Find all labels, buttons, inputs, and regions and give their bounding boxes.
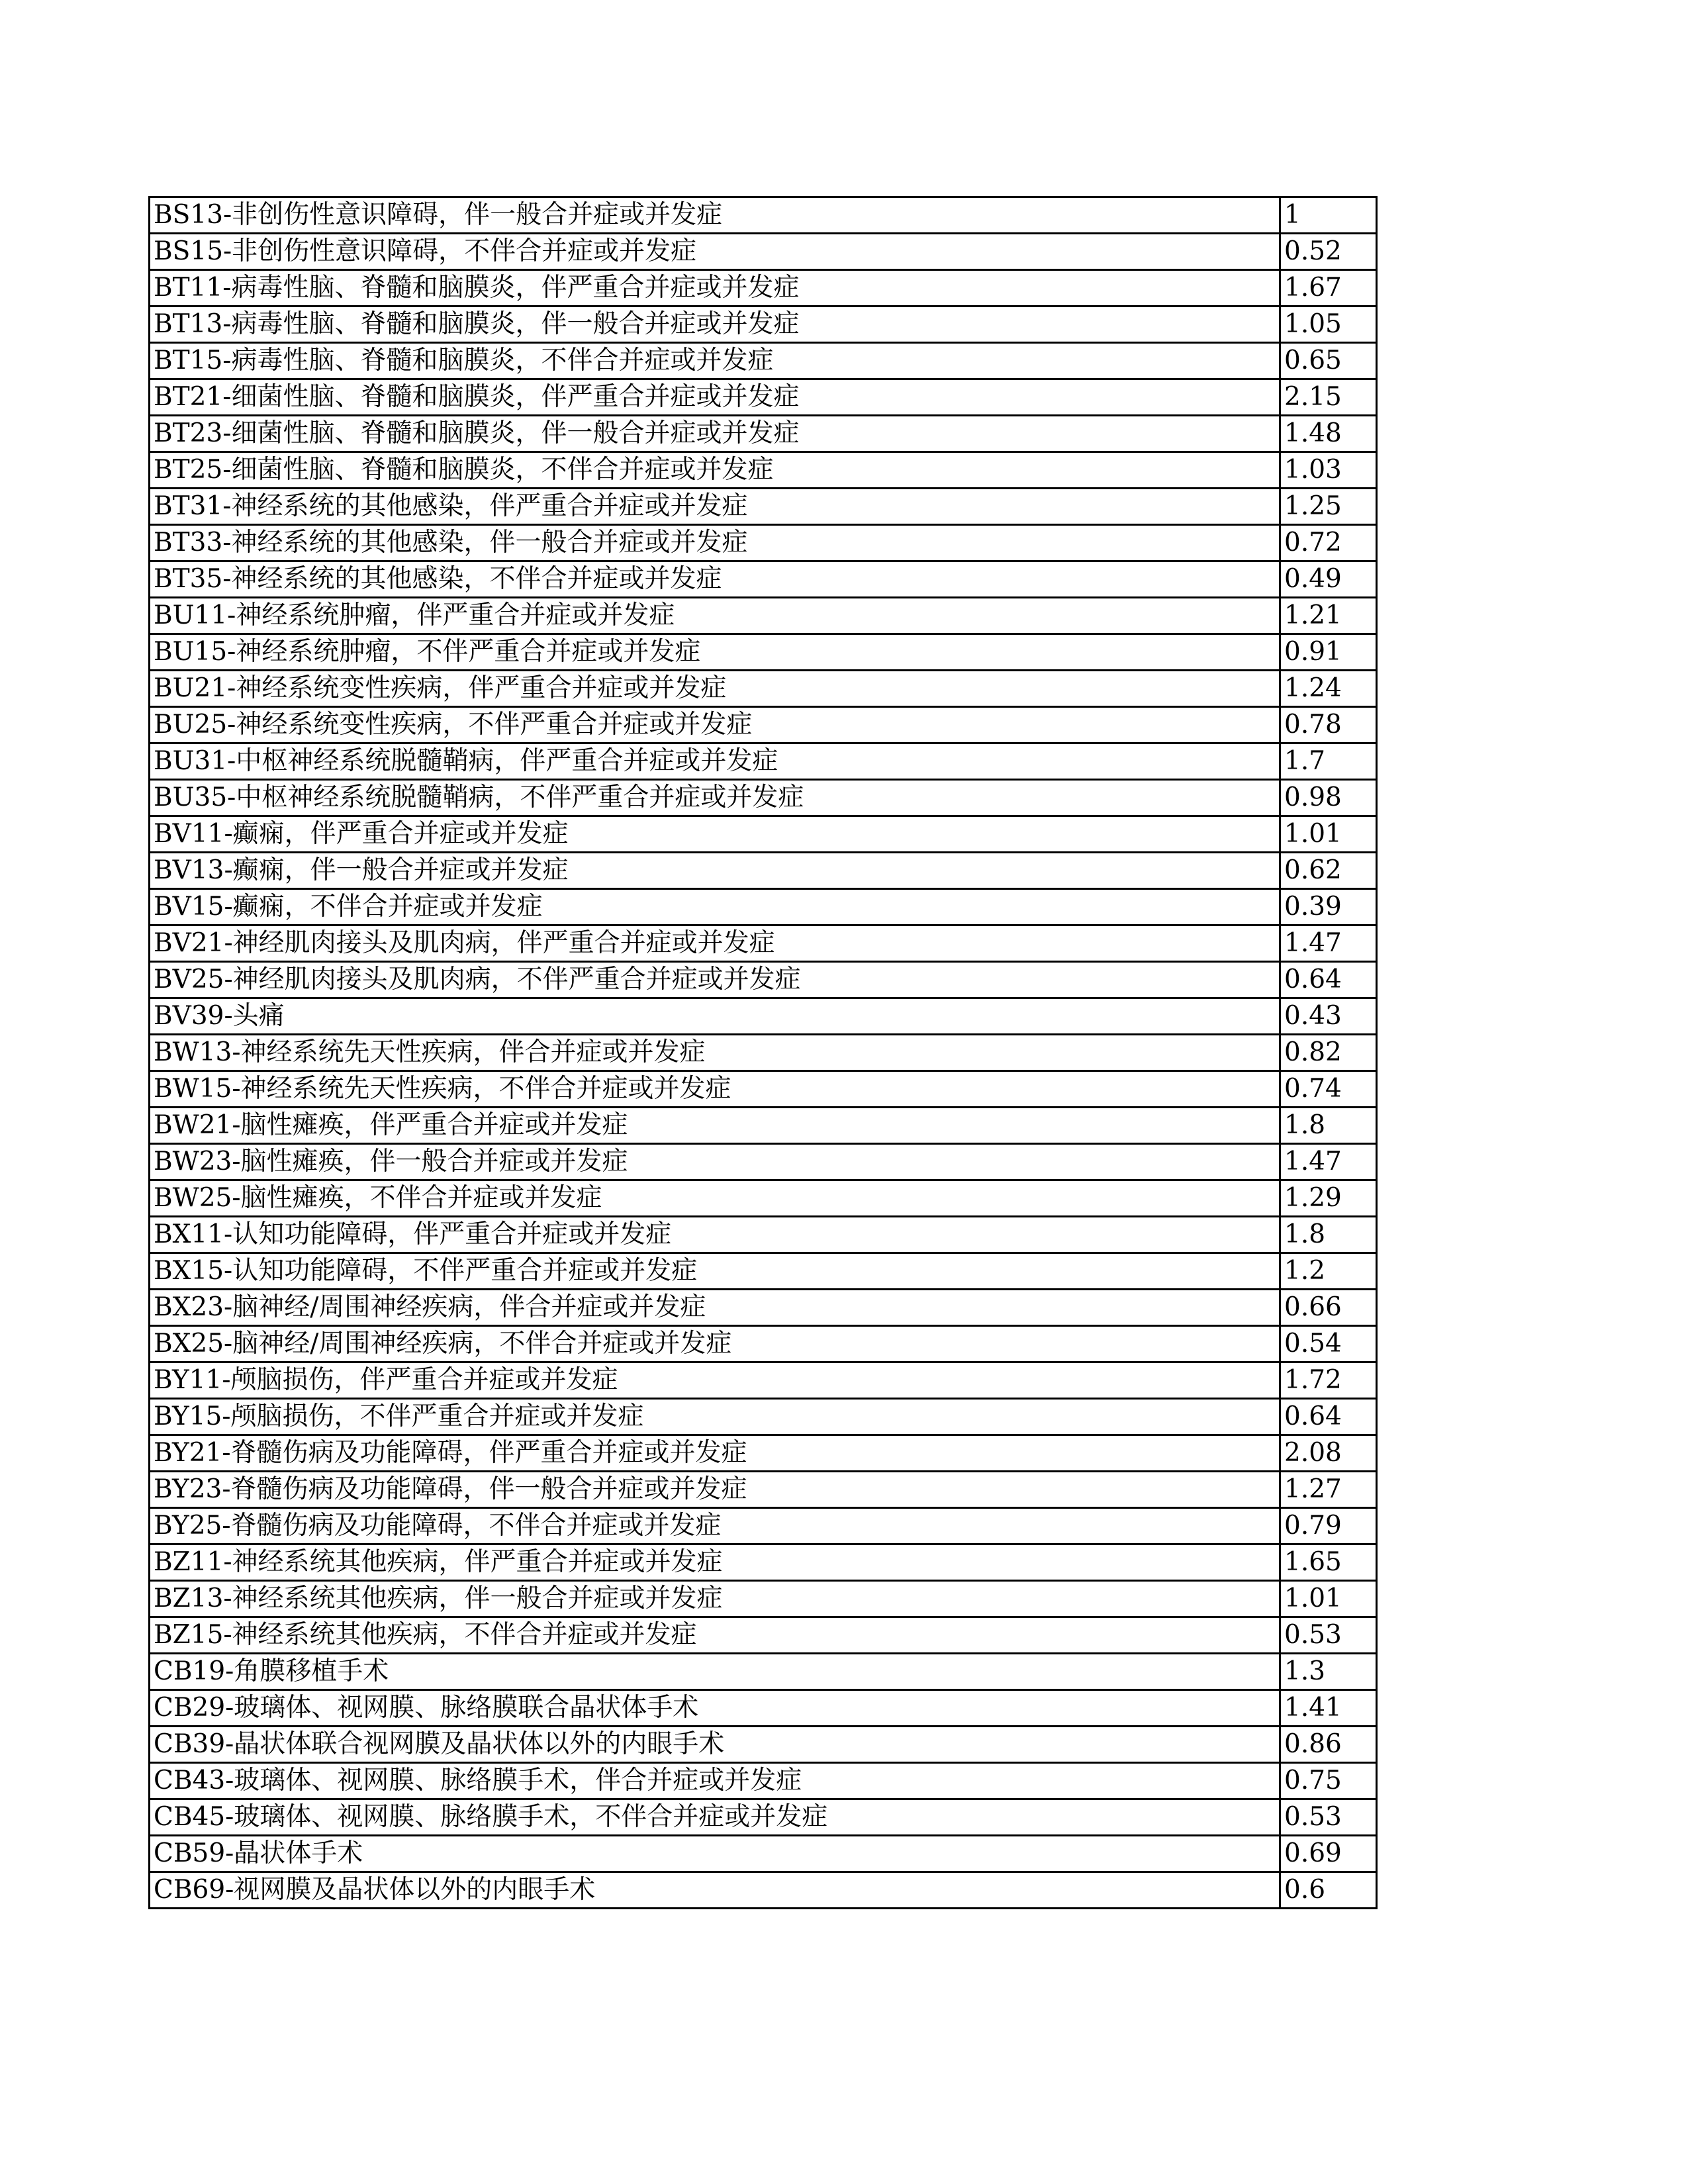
table-row (150, 598, 1377, 634)
table-row (150, 379, 1377, 416)
weight-value-cell: 0.72 (1280, 525, 1377, 561)
drg-name-cell: BU31-中枢神经系统脱髓鞘病，伴严重合并症或并发症 (150, 743, 1280, 780)
drg-name-cell: BU35-中枢神经系统脱髓鞘病，不伴严重合并症或并发症 (150, 780, 1280, 816)
weight-value-cell: 1.7 (1280, 743, 1377, 780)
table-row (150, 416, 1377, 452)
weight-value-cell: 0.54 (1280, 1326, 1377, 1362)
table-row (150, 1290, 1377, 1326)
weight-value-cell: 1.25 (1280, 489, 1377, 525)
table-row (150, 1690, 1377, 1727)
weight-value-cell: 2.08 (1280, 1435, 1377, 1472)
drg-name-cell: BT13-病毒性脑、脊髓和脑膜炎，伴一般合并症或并发症 (150, 307, 1280, 343)
table-row (150, 926, 1377, 962)
table-row (150, 307, 1377, 343)
weight-value-cell: 1.03 (1280, 452, 1377, 489)
drg-name-cell: BY15-颅脑损伤，不伴严重合并症或并发症 (150, 1399, 1280, 1435)
table-row (150, 1472, 1377, 1508)
drg-name-cell: BU21-神经系统变性疾病，伴严重合并症或并发症 (150, 671, 1280, 707)
weight-value-cell: 0.86 (1280, 1727, 1377, 1763)
table-row (150, 343, 1377, 379)
weight-value-cell: 1.01 (1280, 1581, 1377, 1617)
weight-value-cell: 1.24 (1280, 671, 1377, 707)
weight-value-cell: 0.53 (1280, 1617, 1377, 1654)
weight-value-cell: 0.75 (1280, 1763, 1377, 1799)
weight-value-cell: 0.43 (1280, 998, 1377, 1035)
weight-value-cell: 0.91 (1280, 634, 1377, 671)
drg-name-cell: BZ11-神经系统其他疾病，伴严重合并症或并发症 (150, 1544, 1280, 1581)
table-row (150, 816, 1377, 853)
drg-name-cell: BT15-病毒性脑、脊髓和脑膜炎，不伴合并症或并发症 (150, 343, 1280, 379)
weight-value-cell: 1.47 (1280, 1144, 1377, 1180)
weight-value-cell: 1.2 (1280, 1253, 1377, 1290)
table-row (150, 1836, 1377, 1872)
drg-name-cell: BS13-非创伤性意识障碍，伴一般合并症或并发症 (150, 197, 1280, 234)
drg-name-cell: CB69-视网膜及晶状体以外的内眼手术 (150, 1872, 1280, 1909)
drg-name-cell: BU11-神经系统肿瘤，伴严重合并症或并发症 (150, 598, 1280, 634)
table-row (150, 1872, 1377, 1909)
drg-name-cell: BW21-脑性瘫痪，伴严重合并症或并发症 (150, 1108, 1280, 1144)
weight-value-cell: 1.47 (1280, 926, 1377, 962)
weight-value-cell: 1.8 (1280, 1108, 1377, 1144)
weight-value-cell: 0.6 (1280, 1872, 1377, 1909)
table-row (150, 1108, 1377, 1144)
drg-name-cell: BW13-神经系统先天性疾病，伴合并症或并发症 (150, 1035, 1280, 1071)
table-row (150, 1654, 1377, 1690)
weight-value-cell: 1.29 (1280, 1180, 1377, 1217)
table-row (150, 561, 1377, 598)
weight-value-cell: 1.21 (1280, 598, 1377, 634)
drg-name-cell: BU25-神经系统变性疾病，不伴严重合并症或并发症 (150, 707, 1280, 743)
drg-name-cell: BW25-脑性瘫痪，不伴合并症或并发症 (150, 1180, 1280, 1217)
drg-name-cell: BT25-细菌性脑、脊髓和脑膜炎，不伴合并症或并发症 (150, 452, 1280, 489)
weight-value-cell: 1.01 (1280, 816, 1377, 853)
table-row (150, 889, 1377, 926)
table-row (150, 270, 1377, 307)
table-row (150, 853, 1377, 889)
table-row (150, 197, 1377, 234)
drg-weight-table (148, 196, 1378, 1909)
table-row (150, 634, 1377, 671)
drg-name-cell: CB19-角膜移植手术 (150, 1654, 1280, 1690)
weight-value-cell: 1.05 (1280, 307, 1377, 343)
drg-name-cell: BT35-神经系统的其他感染，不伴合并症或并发症 (150, 561, 1280, 598)
drg-name-cell: BT23-细菌性脑、脊髓和脑膜炎，伴一般合并症或并发症 (150, 416, 1280, 452)
table-row (150, 1799, 1377, 1836)
weight-value-cell: 0.79 (1280, 1508, 1377, 1544)
drg-name-cell: BV15-癫痫，不伴合并症或并发症 (150, 889, 1280, 926)
table-row (150, 998, 1377, 1035)
drg-name-cell: BZ13-神经系统其他疾病，伴一般合并症或并发症 (150, 1581, 1280, 1617)
drg-name-cell: BT31-神经系统的其他感染，伴严重合并症或并发症 (150, 489, 1280, 525)
table-row (150, 1763, 1377, 1799)
table-row (150, 1326, 1377, 1362)
weight-value-cell: 0.65 (1280, 343, 1377, 379)
table-row (150, 1180, 1377, 1217)
weight-value-cell: 0.66 (1280, 1290, 1377, 1326)
weight-value-cell: 0.39 (1280, 889, 1377, 926)
weight-value-cell: 2.15 (1280, 379, 1377, 416)
table-row (150, 962, 1377, 998)
drg-name-cell: CB39-晶状体联合视网膜及晶状体以外的内眼手术 (150, 1727, 1280, 1763)
weight-value-cell: 0.52 (1280, 234, 1377, 270)
drg-name-cell: BT11-病毒性脑、脊髓和脑膜炎，伴严重合并症或并发症 (150, 270, 1280, 307)
drg-name-cell: BW23-脑性瘫痪，伴一般合并症或并发症 (150, 1144, 1280, 1180)
weight-value-cell: 0.62 (1280, 853, 1377, 889)
drg-name-cell: CB45-玻璃体、视网膜、脉络膜手术，不伴合并症或并发症 (150, 1799, 1280, 1836)
table-row (150, 671, 1377, 707)
table-row (150, 1144, 1377, 1180)
table-row (150, 707, 1377, 743)
weight-value-cell: 1.3 (1280, 1654, 1377, 1690)
drg-name-cell: BY21-脊髓伤病及功能障碍，伴严重合并症或并发症 (150, 1435, 1280, 1472)
weight-value-cell: 1.48 (1280, 416, 1377, 452)
table-row (150, 780, 1377, 816)
weight-value-cell: 0.53 (1280, 1799, 1377, 1836)
drg-name-cell: BV11-癫痫，伴严重合并症或并发症 (150, 816, 1280, 853)
weight-value-cell: 1.41 (1280, 1690, 1377, 1727)
table-row (150, 1727, 1377, 1763)
drg-name-cell: BW15-神经系统先天性疾病，不伴合并症或并发症 (150, 1071, 1280, 1108)
drg-name-cell: CB29-玻璃体、视网膜、脉络膜联合晶状体手术 (150, 1690, 1280, 1727)
drg-name-cell: BX25-脑神经/周围神经疾病，不伴合并症或并发症 (150, 1326, 1280, 1362)
table-row (150, 489, 1377, 525)
drg-name-cell: BZ15-神经系统其他疾病，不伴合并症或并发症 (150, 1617, 1280, 1654)
drg-name-cell: BX15-认知功能障碍，不伴严重合并症或并发症 (150, 1253, 1280, 1290)
table-row (150, 1435, 1377, 1472)
table-row (150, 743, 1377, 780)
table-row (150, 1071, 1377, 1108)
weight-value-cell: 0.98 (1280, 780, 1377, 816)
table-row (150, 1581, 1377, 1617)
drg-name-cell: BV13-癫痫，伴一般合并症或并发症 (150, 853, 1280, 889)
weight-value-cell: 0.49 (1280, 561, 1377, 598)
drg-name-cell: BT21-细菌性脑、脊髓和脑膜炎，伴严重合并症或并发症 (150, 379, 1280, 416)
table-row (150, 1362, 1377, 1399)
drg-name-cell: BS15-非创伤性意识障碍，不伴合并症或并发症 (150, 234, 1280, 270)
table-row (150, 1508, 1377, 1544)
drg-name-cell: BV21-神经肌肉接头及肌肉病，伴严重合并症或并发症 (150, 926, 1280, 962)
weight-value-cell: 1.72 (1280, 1362, 1377, 1399)
drg-name-cell: BV25-神经肌肉接头及肌肉病，不伴严重合并症或并发症 (150, 962, 1280, 998)
weight-value-cell: 1.8 (1280, 1217, 1377, 1253)
weight-value-cell: 0.78 (1280, 707, 1377, 743)
table-row (150, 234, 1377, 270)
weight-value-cell: 0.69 (1280, 1836, 1377, 1872)
table-row (150, 1617, 1377, 1654)
drg-name-cell: BY11-颅脑损伤，伴严重合并症或并发症 (150, 1362, 1280, 1399)
weight-value-cell: 0.82 (1280, 1035, 1377, 1071)
table-row (150, 452, 1377, 489)
table-row (150, 1253, 1377, 1290)
table-row (150, 525, 1377, 561)
weight-value-cell: 0.64 (1280, 1399, 1377, 1435)
drg-name-cell: BX23-脑神经/周围神经疾病，伴合并症或并发症 (150, 1290, 1280, 1326)
table-row (150, 1035, 1377, 1071)
drg-name-cell: CB59-晶状体手术 (150, 1836, 1280, 1872)
weight-value-cell: 1.27 (1280, 1472, 1377, 1508)
drg-name-cell: BY25-脊髓伤病及功能障碍，不伴合并症或并发症 (150, 1508, 1280, 1544)
weight-value-cell: 1 (1280, 197, 1377, 234)
drg-name-cell: BX11-认知功能障碍，伴严重合并症或并发症 (150, 1217, 1280, 1253)
table-body (150, 197, 1377, 1909)
drg-name-cell: BT33-神经系统的其他感染，伴一般合并症或并发症 (150, 525, 1280, 561)
weight-value-cell: 1.65 (1280, 1544, 1377, 1581)
weight-value-cell: 0.64 (1280, 962, 1377, 998)
weight-value-cell: 0.74 (1280, 1071, 1377, 1108)
drg-name-cell: CB43-玻璃体、视网膜、脉络膜手术，伴合并症或并发症 (150, 1763, 1280, 1799)
drg-name-cell: BU15-神经系统肿瘤，不伴严重合并症或并发症 (150, 634, 1280, 671)
table-row (150, 1399, 1377, 1435)
table-row (150, 1217, 1377, 1253)
drg-name-cell: BY23-脊髓伤病及功能障碍，伴一般合并症或并发症 (150, 1472, 1280, 1508)
weight-value-cell: 1.67 (1280, 270, 1377, 307)
drg-name-cell: BV39-头痛 (150, 998, 1280, 1035)
table-row (150, 1544, 1377, 1581)
